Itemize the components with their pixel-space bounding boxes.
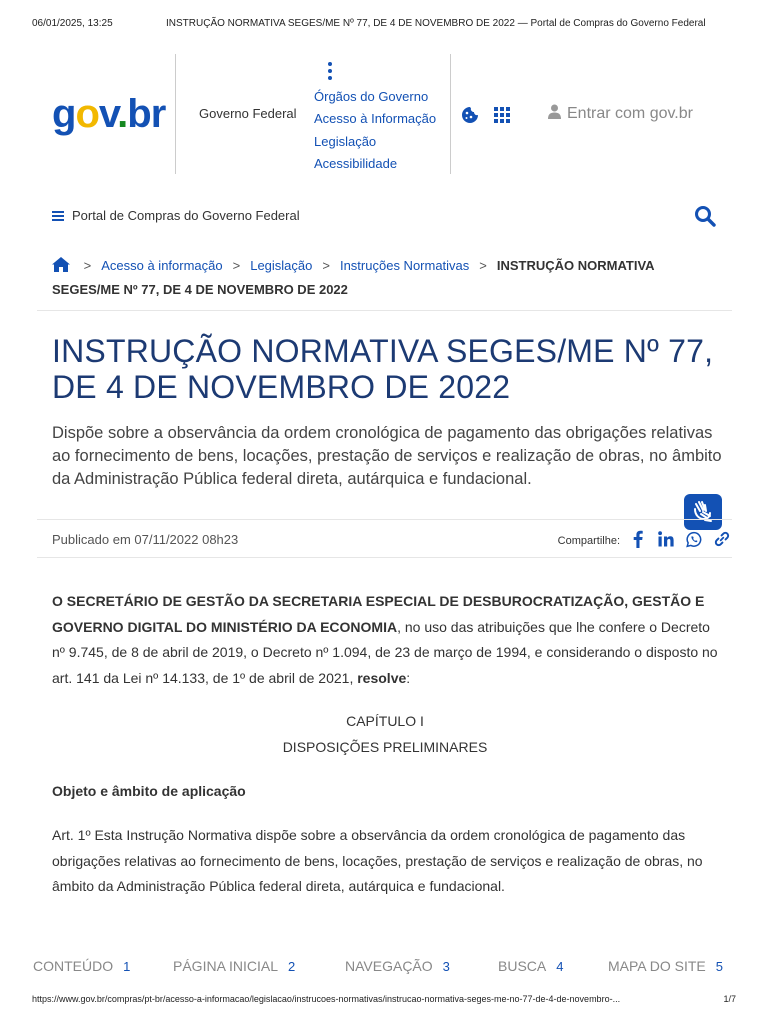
- home-icon[interactable]: [52, 257, 70, 279]
- divider: [37, 557, 732, 558]
- link-icon[interactable]: [714, 530, 730, 548]
- login-button[interactable]: [548, 104, 693, 124]
- login-label: Entrar com gov.br: [567, 105, 693, 122]
- preamble-resolve: resolve: [357, 669, 407, 686]
- header-divider: [175, 54, 176, 174]
- article-meta: [52, 530, 732, 550]
- link-acessibilidade[interactable]: Acessibilidade: [314, 155, 398, 171]
- print-datetime: 06/01/2025, 13:25: [32, 17, 113, 29]
- link-legislacao[interactable]: Legislação: [314, 133, 377, 149]
- header-links: [314, 86, 436, 175]
- print-page-number: 1/7: [723, 994, 736, 1004]
- government-label: Governo Federal: [199, 106, 297, 121]
- breadcrumb-separator: >: [479, 258, 487, 273]
- shortcut-busca[interactable]: BUSCA 4: [498, 958, 564, 974]
- kebab-vertical-icon[interactable]: [325, 62, 335, 80]
- page-title: INSTRUÇÃO NORMATIVA SEGES/ME Nº 77, DE 4 DE NOVEMBRO DE 2022: [52, 333, 714, 405]
- shortcut-mapa-do-site[interactable]: MAPA DO SITE 5: [608, 958, 723, 974]
- link-acesso-a-informacao[interactable]: Acesso à Informação: [314, 111, 437, 127]
- preamble-text: , no uso das atribuições que lhe confere o Decreto nº 9.745, de 8 de abril de 2019, o Decreto nº 1.094, de 23 de março de 1994, e considerando o disposto no art. 141 da Lei nº 14.133, de 1º de abril de 2021,: [52, 618, 718, 686]
- published-date: Publicado em 07/11/2022 08h23: [52, 532, 239, 547]
- print-document-title: INSTRUÇÃO NORMATIVA SEGES/ME Nº 77, DE 4 DE NOVEMBRO DE 2022 — Portal de Compras do Governo Federal: [166, 17, 706, 29]
- user-icon: [548, 104, 561, 124]
- accessibility-shortcuts: [0, 958, 768, 980]
- breadcrumb-acesso-a-informacao[interactable]: Acesso à informação: [101, 258, 223, 273]
- grid-apps-icon[interactable]: [494, 107, 510, 123]
- section-title: Objeto e âmbito de aplicação: [52, 783, 246, 799]
- chapter-heading: CAPÍTULO I: [346, 713, 424, 729]
- print-footer: [32, 994, 736, 1006]
- search-icon[interactable]: [694, 205, 716, 227]
- print-url: https://www.gov.br/compras/pt-br/acesso-a-informacao/legislacao/instrucoes-normativas/instrucao-normativa-seges-me-no-77-de-4-de-novembro-...: [32, 994, 621, 1004]
- site-header: [0, 54, 768, 174]
- hamburger-icon[interactable]: [52, 211, 64, 221]
- preamble-authority: O SECRETÁRIO DE GESTÃO DA SECRETARIA ESPECIAL DE DESBUROCRATIZAÇÃO, GESTÃO E GOVERNO DIGITAL DO MINISTÉRIO DA ECONOMIA: [52, 593, 705, 635]
- shortcut-pagina-inicial[interactable]: PÁGINA INICIAL 2: [173, 958, 296, 974]
- link-orgaos-do-governo[interactable]: Órgãos do Governo: [314, 89, 429, 104]
- facebook-icon[interactable]: [630, 530, 646, 548]
- vlibras-button[interactable]: [684, 494, 722, 530]
- whatsapp-icon[interactable]: [686, 530, 702, 548]
- cookie-icon[interactable]: [461, 106, 479, 124]
- breadcrumb-current: INSTRUÇÃO NORMATIVA SEGES/ME Nº 77, DE 4 DE NOVEMBRO DE 2022: [52, 258, 655, 297]
- portal-nav: [52, 203, 716, 231]
- portal-name[interactable]: Portal de Compras do Governo Federal: [72, 208, 300, 223]
- govbr-logo[interactable]: gov.br: [52, 92, 166, 136]
- shortcut-conteudo[interactable]: CONTEÚDO 1: [33, 958, 131, 974]
- header-divider: [450, 54, 451, 174]
- chapter-title: DISPOSIÇÕES PRELIMINARES: [282, 739, 488, 755]
- article-1-paragraph: Art. 1º Esta Instrução Normativa dispõe sobre a observância da ordem cronológica de pagamento das obrigações relativas ao fornecimento de bens, locações, prestação de serviços e realização de obras, no âmbito da Administração Pública federal direta, autárquica e fundacional.: [52, 827, 703, 894]
- preamble-paragraph: O SECRETÁRIO DE GESTÃO DA SECRETARIA ESPECIAL DE DESBUROCRATIZAÇÃO, GESTÃO E GOVERNO DIGITAL DO MINISTÉRIO DA ECONOMIA, no uso das atribuições que lhe confere o Decreto nº 9.745, de 8 de abril de 2019, o Decreto nº 1.094, de 23 de março de 1994, e considerando o disposto no art. 141 da Lei nº 14.133, de 1º de abril de 2021, resolve:: [52, 593, 718, 686]
- breadcrumb: [52, 255, 722, 301]
- breadcrumb-separator: >: [83, 258, 92, 273]
- breadcrumb-legislacao[interactable]: Legislação: [250, 258, 313, 273]
- share-label: Compartilhe:: [557, 535, 620, 547]
- breadcrumb-separator: >: [232, 258, 241, 273]
- divider: [37, 310, 732, 311]
- breadcrumb-separator: >: [322, 258, 330, 273]
- page-subtitle: Dispõe sobre a observância da ordem cronológica de pagamento das obrigações relativas ao fornecimento de bens, locações, prestação de serviços e realização de obras, no âmbito da Administração Pública federal direta, autárquica e fundacional.: [52, 424, 722, 488]
- shortcut-navegacao[interactable]: NAVEGAÇÃO 3: [345, 958, 450, 974]
- breadcrumb-instrucoes-normativas[interactable]: Instruções Normativas: [339, 258, 470, 273]
- share-icons: [630, 530, 730, 548]
- linkedin-icon[interactable]: [658, 530, 674, 548]
- print-header: [32, 16, 736, 30]
- divider: [37, 519, 732, 520]
